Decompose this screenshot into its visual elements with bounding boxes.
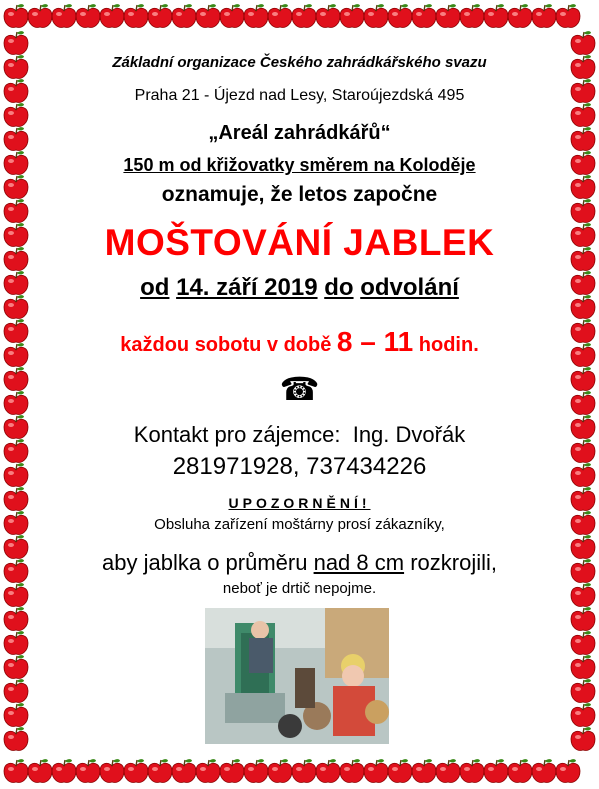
- apple-icon: [571, 103, 595, 126]
- apple-icon: [484, 4, 508, 27]
- apple-icon: [100, 4, 124, 27]
- apple-icon: [148, 759, 172, 782]
- apple-icon: [196, 4, 220, 27]
- apple-icon: [4, 759, 28, 782]
- apple-icon: [4, 655, 28, 678]
- apple-icon: [4, 175, 28, 198]
- event-title: MOŠTOVÁNÍ JABLEK: [104, 222, 495, 263]
- apple-icon: [571, 31, 595, 54]
- apple-icon: [172, 759, 196, 782]
- event-dates: [40, 274, 559, 302]
- apple-icon: [4, 463, 28, 486]
- apple-icon: [571, 247, 595, 270]
- apple-icon: [316, 759, 340, 782]
- apple-icon: [412, 759, 436, 782]
- apple-icon: [460, 759, 484, 782]
- apple-icon: [52, 4, 76, 27]
- apple-icon: [4, 631, 28, 654]
- organization-address: Praha 21 - Újezd nad Lesy, Staroújezdská 495: [134, 87, 465, 104]
- apple-icon: [388, 759, 412, 782]
- schedule-prefix: každou sobotu v době: [120, 334, 337, 356]
- apple-icon: [571, 127, 595, 150]
- apple-icon: [4, 535, 28, 558]
- apple-icon: [571, 199, 595, 222]
- apple-icon: [571, 55, 595, 78]
- apple-icon: [4, 4, 28, 27]
- apple-icon: [484, 759, 508, 782]
- apple-icon: [571, 151, 595, 174]
- apple-icon: [4, 415, 28, 438]
- place-directions: 150 m od křižovatky směrem na Koloděje: [123, 155, 476, 175]
- apple-icon: [571, 439, 595, 462]
- apple-icon: [571, 607, 595, 630]
- apple-icon: [292, 4, 316, 27]
- organization-name: Základní organizace Českého zahrádkářského svazu: [112, 54, 487, 71]
- apple-icon: [571, 679, 595, 702]
- apple-icon: [436, 759, 460, 782]
- notice-line-2: aby jablka o průměru nad 8 cm rozkrojili,: [102, 550, 497, 575]
- apple-icon: [4, 295, 28, 318]
- apple-icon: [571, 583, 595, 606]
- apple-icon: [571, 391, 595, 414]
- apple-icon: [244, 759, 268, 782]
- schedule-hours: 8 – 11: [336, 326, 414, 357]
- flyer-content: [40, 40, 559, 740]
- apple-icon: [571, 463, 595, 486]
- apple-icon: [571, 223, 595, 246]
- apple-icon: [571, 343, 595, 366]
- apple-icon: [571, 319, 595, 342]
- apple-icon: [4, 55, 28, 78]
- apple-icon: [4, 679, 28, 702]
- apple-icon: [4, 727, 28, 750]
- apple-icon: [4, 439, 28, 462]
- apple-icon: [532, 759, 556, 782]
- cider-press-photo: [205, 608, 389, 744]
- date-middle: do: [324, 274, 354, 301]
- apple-icon: [124, 759, 148, 782]
- apple-icon: [4, 607, 28, 630]
- apple-icon: [4, 559, 28, 582]
- apple-icon: [4, 271, 28, 294]
- apple-icon: [4, 487, 28, 510]
- apple-icon: [340, 4, 364, 27]
- apple-icon: [4, 367, 28, 390]
- apple-icon: [4, 223, 28, 246]
- apple-icon: [571, 631, 595, 654]
- apple-icon: [388, 4, 412, 27]
- apple-icon: [4, 511, 28, 534]
- apple-icon: [4, 319, 28, 342]
- apple-icon: [4, 79, 28, 102]
- apple-icon: [571, 655, 595, 678]
- apple-icon: [571, 703, 595, 726]
- apple-icon: [316, 4, 340, 27]
- apple-icon: [148, 4, 172, 27]
- apple-icon: [268, 759, 292, 782]
- apple-icon: [460, 4, 484, 27]
- apple-icon: [412, 4, 436, 27]
- contact-line: [40, 422, 559, 448]
- apple-icon: [571, 511, 595, 534]
- apple-icon: [571, 535, 595, 558]
- date-value: 14. září 2019: [176, 274, 318, 301]
- apple-icon: [571, 271, 595, 294]
- apple-icon: [571, 295, 595, 318]
- apple-icon: [340, 759, 364, 782]
- date-end: odvolání: [360, 274, 459, 301]
- apple-icon: [556, 759, 580, 782]
- apple-icon: [52, 759, 76, 782]
- diameter-emphasis: nad 8 cm: [313, 550, 405, 575]
- apple-icon: [4, 199, 28, 222]
- apple-icon: [571, 727, 595, 750]
- apple-icon: [172, 4, 196, 27]
- notice-heading: UPOZORNĚNÍ!: [228, 495, 371, 511]
- apple-icon: [100, 759, 124, 782]
- apple-icon: [571, 559, 595, 582]
- apple-icon: [4, 103, 28, 126]
- apple-icon: [571, 175, 595, 198]
- apple-icon: [28, 4, 52, 27]
- notice-line-3: neboť je drtič nepojme.: [222, 580, 377, 597]
- apple-icon: [4, 151, 28, 174]
- apple-icon: [571, 487, 595, 510]
- contact-name: Ing. Dvořák: [352, 422, 466, 447]
- apple-icon: [4, 343, 28, 366]
- apple-icon: [220, 759, 244, 782]
- apple-icon: [244, 4, 268, 27]
- apple-icon: [571, 79, 595, 102]
- apple-icon: [571, 367, 595, 390]
- apple-icon: [196, 759, 220, 782]
- apple-icon: [571, 415, 595, 438]
- apple-icon: [76, 759, 100, 782]
- apple-icon: [508, 759, 532, 782]
- contact-numbers: 281971928, 737434226: [172, 453, 427, 480]
- apple-icon: [4, 247, 28, 270]
- apple-icon: [220, 4, 244, 27]
- telephone-icon: ☎: [279, 371, 320, 407]
- apple-icon: [76, 4, 100, 27]
- apple-icon: [4, 583, 28, 606]
- apple-icon: [556, 4, 580, 27]
- apple-icon: [292, 759, 316, 782]
- apple-icon: [4, 127, 28, 150]
- notice-line-1: Obsluha zařízení moštárny prosí zákazníky,: [154, 516, 445, 533]
- schedule-suffix: hodin.: [413, 334, 479, 356]
- event-schedule: [40, 326, 559, 358]
- intro-text: oznamuje, že letos započne: [161, 183, 438, 206]
- apple-icon: [4, 31, 28, 54]
- place-name: „Areál zahrádkářů“: [208, 122, 391, 144]
- apple-icon: [364, 4, 388, 27]
- apple-icon: [4, 703, 28, 726]
- apple-icon: [28, 759, 52, 782]
- apple-icon: [124, 4, 148, 27]
- apple-icon: [364, 759, 388, 782]
- apple-icon: [436, 4, 460, 27]
- date-prefix: od: [140, 274, 170, 301]
- apple-icon: [268, 4, 292, 27]
- contact-label: Kontakt pro zájemce:: [133, 422, 341, 447]
- apple-icon: [4, 391, 28, 414]
- apple-icon: [508, 4, 532, 27]
- apple-icon: [532, 4, 556, 27]
